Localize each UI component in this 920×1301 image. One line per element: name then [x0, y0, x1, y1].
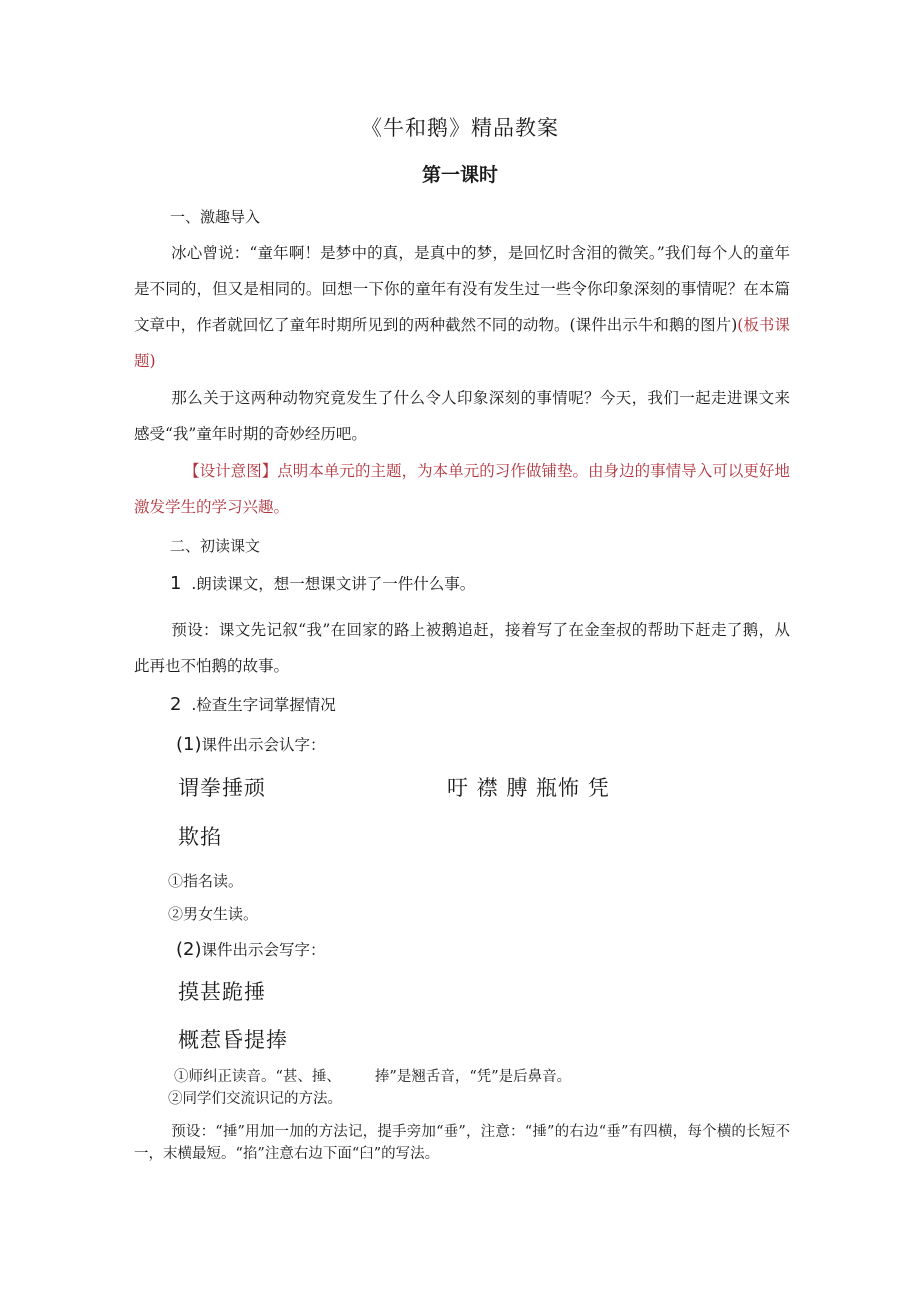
item1	[170, 572, 475, 594]
note-exchange-methods: ②同学们交流识记的方法。	[168, 1091, 342, 1107]
preset2-paragraph	[134, 1121, 790, 1165]
board-note: (板书课题)	[134, 316, 790, 370]
sub2-text: 课件出示会写字：	[201, 941, 326, 959]
transition-text: 那么关于这两种动物究竟发生了什么令人印象深刻的事情呢？今天，我们一起走进课文来感受“我”童年时期的奇妙经历吧。	[134, 389, 790, 443]
sub2-number: (2)	[176, 939, 202, 960]
design-intent-text: 点明本单元的主题，为本单元的习作做铺垫。由身边的事情导入可以更好地激发学生的学习兴趣。	[134, 462, 790, 516]
item2-number: 2	[170, 694, 182, 715]
intro-paragraph	[134, 235, 790, 379]
preset1-paragraph	[134, 612, 790, 684]
section2-heading: 二、初读课文	[170, 537, 261, 555]
step-boys-girls-read: ②男女生读。	[168, 905, 259, 923]
recognize-chars-left: 谓拳捶顽	[178, 776, 266, 800]
recognize-chars-right: 吁 襟 膊 瓶怖 凭	[447, 776, 610, 800]
note-pronunciation	[174, 1065, 571, 1086]
sub1-number: (1)	[176, 734, 202, 755]
intro-text: 冰心曾说：“童年啊！是梦中的真，是真中的梦，是回忆时含泪的微笑。”我们每个人的童年是不同的，但又是相同的。回想一下你的童年有没有发生过一些令你印象深刻的事情呢？在本篇文章中，作者就回忆了童年时期所见到的两种截然不同的动物。(课件出示牛和鹅的图片)	[134, 244, 790, 334]
write-chars-line1: 摸甚跪捶	[178, 980, 266, 1004]
item2	[170, 693, 336, 715]
preset2-text: 预设：“捶”用加一加的方法记，提手旁加“垂”，注意：“捶”的右边“垂”有四横，每个横的长短不一，末横最短。“掐”注意右边下面“臼”的写法。	[134, 1124, 790, 1162]
write-chars-line2: 概惹昏提捧	[178, 1028, 288, 1052]
document-title: 《牛和鹅》精品教案	[361, 116, 559, 140]
transition-paragraph	[134, 380, 790, 452]
preset1-text: 预设：课文先记叙“我”在回家的路上被鹅追赶，接着写了在金奎叔的帮助下赶走了鹅，从此再也不怕鹅的故事。	[134, 621, 790, 675]
step-read-by-name: ①指名读。	[168, 872, 244, 890]
sub2	[176, 938, 326, 960]
item1-number: 1	[170, 573, 182, 594]
recognize-chars-line2: 欺掐	[178, 825, 222, 849]
item2-text: .检查生字词掌握情况	[191, 696, 336, 714]
design-intent-label: 【设计意图】	[184, 462, 278, 480]
design-intent-paragraph	[134, 453, 790, 525]
sub1-text: 课件出示会认字：	[201, 736, 326, 754]
item1-text: .朗读课文，想一想课文讲了一件什么事。	[191, 575, 476, 593]
note1-part-a: ①师纠正读音。“甚、捶、	[174, 1069, 341, 1085]
lesson-subtitle: 第一课时	[421, 164, 498, 186]
note1-part-b: 捧”是翘舌音，“凭”是后鼻音。	[374, 1069, 572, 1085]
sub1	[176, 733, 326, 755]
section1-heading: 一、激趣导入	[170, 208, 261, 226]
